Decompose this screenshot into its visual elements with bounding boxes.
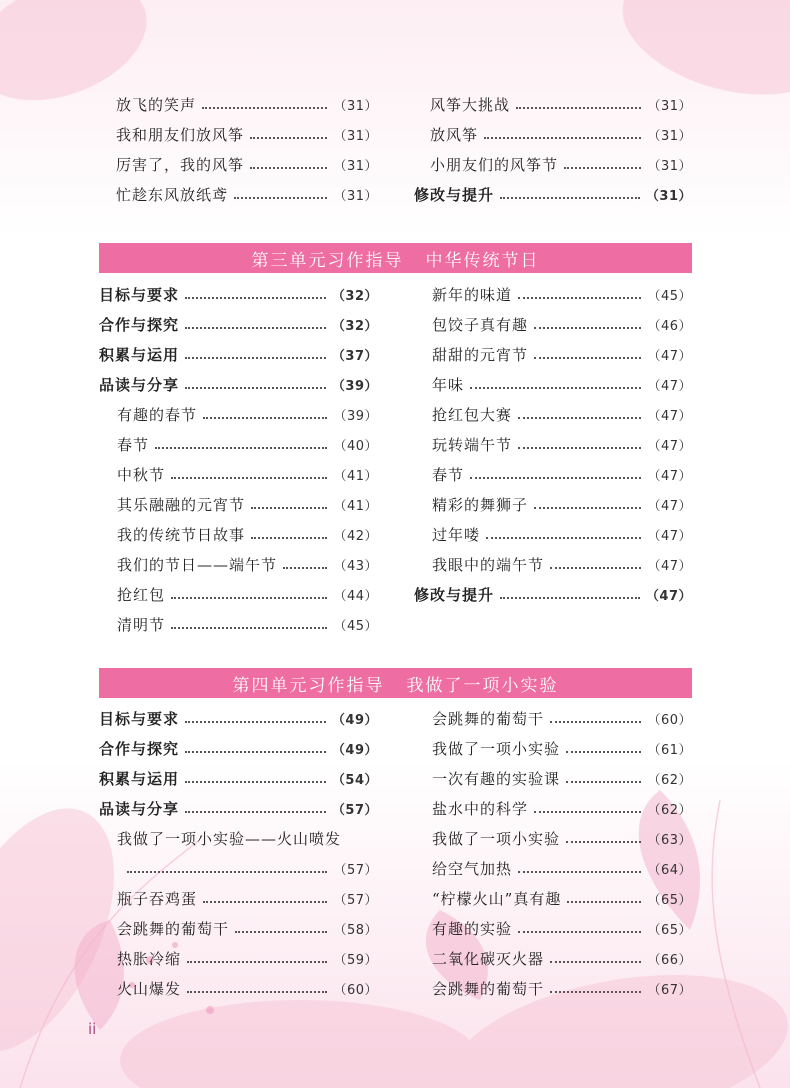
toc-entry-goals[interactable]: 目标与要求 （32） [99, 285, 378, 304]
toc-entry[interactable]: 我做了一项小实验 （63） [432, 829, 692, 848]
toc-entry-revision[interactable]: 修改与提升 （47） [414, 585, 692, 604]
toc-entry-reading[interactable]: 品读与分享 （57） [99, 799, 378, 818]
toc-entry[interactable]: 有趣的春节 （39） [117, 405, 378, 424]
toc-entry[interactable]: 有趣的实验 （65） [432, 919, 692, 938]
section-top-right-column [414, 89, 692, 209]
unit3-left-column [99, 279, 378, 639]
unit3-banner [99, 243, 692, 273]
toc-entry[interactable]: 其乐融融的元宵节 （41） [117, 495, 378, 514]
toc-entry[interactable]: 包饺子真有趣 （46） [432, 315, 692, 334]
unit4-banner [99, 668, 692, 698]
toc-entry[interactable]: 二氧化碳灭火器 （66） [432, 949, 692, 968]
toc-entry[interactable]: 过年喽 （47） [432, 525, 692, 544]
toc-entry[interactable]: 忙趁东风放纸鸢 （31） [116, 185, 378, 204]
toc-entry[interactable]: 我们的节日——端午节 （43） [117, 555, 378, 574]
section-top-left-column [116, 89, 378, 209]
toc-entry[interactable]: 清明节 （45） [117, 615, 378, 634]
toc-entry[interactable]: 风筝大挑战 （31） [430, 95, 692, 114]
toc-entry[interactable]: 我和朋友们放风筝 （31） [116, 125, 378, 144]
unit4-banner-unit: 第四单元习作指导 [232, 675, 385, 696]
toc-entry-goals[interactable]: 目标与要求 （49） [99, 709, 378, 728]
toc-entry-revision[interactable]: 修改与提升 （31） [414, 185, 692, 204]
toc-entry[interactable]: 春节 （47） [432, 465, 692, 484]
toc-entry[interactable]: 我做了一项小实验 （61） [432, 739, 692, 758]
toc-entry-reading[interactable]: 品读与分享 （39） [99, 375, 378, 394]
toc-entry-cooperation[interactable]: 合作与探究 （49） [99, 739, 378, 758]
toc-entry[interactable]: 热胀冷缩 （59） [117, 949, 378, 968]
toc-entry[interactable]: 抢红包 （44） [117, 585, 378, 604]
toc-entry[interactable]: 放飞的笑声 （31） [116, 95, 378, 114]
toc-entry[interactable]: 甜甜的元宵节 （47） [432, 345, 692, 364]
toc-entry[interactable]: 玩转端午节 （47） [432, 435, 692, 454]
toc-entry-accumulation[interactable]: 积累与运用 （54） [99, 769, 378, 788]
toc-entry[interactable]: 我做了一项小实验——火山喷发 [117, 829, 342, 848]
toc-entry[interactable]: 小朋友们的风筝节 （31） [430, 155, 692, 174]
toc-entry[interactable]: 给空气加热 （64） [432, 859, 692, 878]
toc-entry[interactable]: 会跳舞的葡萄干 （58） [117, 919, 378, 938]
toc-entry-cooperation[interactable]: 合作与探究 （32） [99, 315, 378, 334]
toc-entry[interactable]: 我的传统节日故事 （42） [117, 525, 378, 544]
toc-entry[interactable]: “柠檬火山”真有趣 （65） [432, 889, 692, 908]
toc-entry[interactable]: 新年的味道 （45） [432, 285, 692, 304]
toc-entry-accumulation[interactable]: 积累与运用 （37） [99, 345, 378, 364]
toc-entry[interactable]: 会跳舞的葡萄干 （60） [432, 709, 692, 728]
toc-entry[interactable]: 年味 （47） [432, 375, 692, 394]
toc-entry[interactable]: 我眼中的端午节 （47） [432, 555, 692, 574]
unit4-left-column [99, 703, 378, 1003]
toc-entry[interactable]: 瓶子吞鸡蛋 （57） [117, 889, 378, 908]
toc-entry[interactable]: 盐水中的科学 （62） [432, 799, 692, 818]
unit3-banner-theme: 中华传统节日 [425, 250, 540, 271]
toc-entry[interactable]: 春节 （40） [117, 435, 378, 454]
unit3-banner-unit: 第三单元习作指导 [251, 250, 404, 271]
toc-entry[interactable]: 厉害了，我的风筝 （31） [116, 155, 378, 174]
toc-entry[interactable]: 会跳舞的葡萄干 （67） [432, 979, 692, 998]
toc-entry-continuation[interactable]: （57） [99, 853, 378, 883]
unit4-right-column [414, 703, 692, 1003]
toc-entry[interactable]: 精彩的舞狮子 （47） [432, 495, 692, 514]
toc-entry[interactable]: 中秋节 （41） [117, 465, 378, 484]
toc-entry[interactable]: 火山爆发 （60） [117, 979, 378, 998]
unit4-banner-theme: 我做了一项小实验 [406, 675, 559, 696]
toc-entry[interactable]: 放风筝 （31） [430, 125, 692, 144]
toc-entry[interactable]: 抢红包大赛 （47） [432, 405, 692, 424]
unit3-right-column [414, 279, 692, 609]
toc-entry[interactable]: 一次有趣的实验课 （62） [432, 769, 692, 788]
page-number: ii [88, 1020, 97, 1038]
